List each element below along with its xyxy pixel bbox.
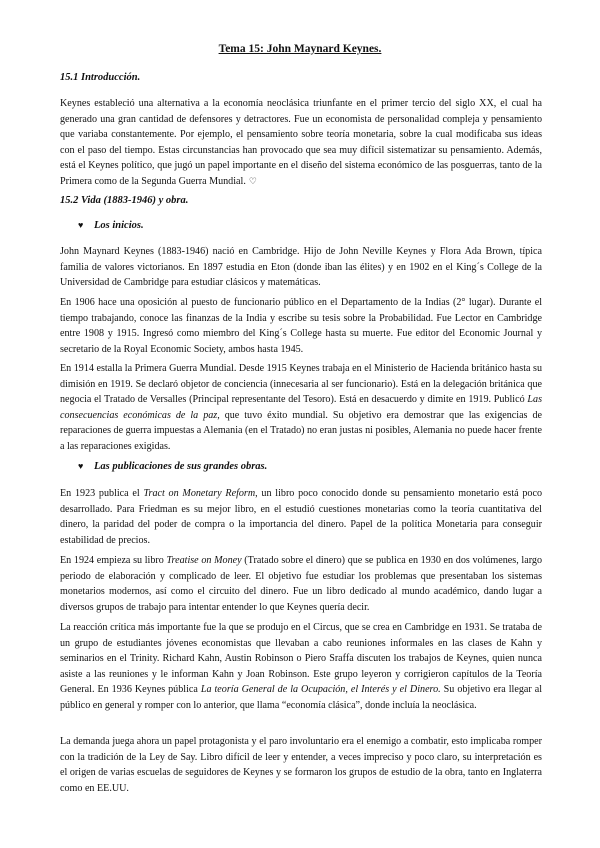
subsection-heading-inicios — [78, 220, 144, 231]
heart-outline-icon: ♡ — [248, 175, 257, 186]
intro-text: Keynes estableció una alternativa a la economía neoclásica triunfante en el primer tercio del siglo XX, el cual ha generado una gran cantidad de defensores y detractores. Fue un economista de personalidad compleja y pensamiento que variaba constantemente. Por ejemplo, el pensamiento sobre teoría monetaria, sobre la cual modificaba sus ideas con el paso del tiempo. Estas circunstancias han provocado que sea muy difícil sistematizar su pensamiento. Además, está el Keynes político, que jugó un papel importante en el diseño del sistema económico de las posguerras, tanto de la Primera como de la Segunda Guerra Mundial. — [60, 98, 542, 187]
intro-paragraph — [60, 96, 542, 190]
paragraph-publicaciones-3 — [60, 620, 542, 714]
heart-bullet-icon: ♥ — [78, 461, 84, 471]
paragraph-inicios-1: John Maynard Keynes (1883-1946) nació en Cambridge. Hijo de John Neville Keynes y Flora Ada Brown, típica familia de valores victorianos. En 1897 estudia en Eton (donde iban las élites) y en 1902 en el King´s College de la Universidad de Cambridge para estudiar clásicos y matemáticas. — [60, 246, 542, 289]
paragraph-text: (Tratado sobre el dinero) que se publica en 1930 en dos volúmenes, largo periodo de elaboración y complicado de leer. El objetivo fue estudiar los problemas que presentaban los sistemas monetarios modernos, así como el circuito del dinero. Fue un libro dedicado al mundo académico, dando lugar a diversos grupos de trabajo para intentar entender lo que Keynes quería decir. — [60, 555, 542, 613]
book-title: Treatise on Money — [166, 555, 242, 566]
subsection-heading-publicaciones — [78, 461, 267, 472]
paragraph-inicios-2: En 1906 hace una oposición al puesto de funcionario público en el Departamento de la Indias (2° lugar). Durante el tiempo trabajando, conoce las finanzas de la India y escribe su tesis sobre la Probabilidad. Fue Lector en Cambridge entre 1908 y 1915. Ingresó como miembro del King´s College hasta su muerte. Fue editor del Economic Journal y secretario de la Royal Economic Society, ambos hasta 1945. — [60, 297, 542, 355]
section-heading-introduccion: 15.1 Introducción. — [60, 72, 141, 83]
subsection-heading-text: Las publicaciones de sus grandes obras. — [94, 461, 268, 472]
paragraph-publicaciones-1 — [60, 486, 542, 548]
heart-bullet-icon: ♥ — [78, 220, 84, 230]
paragraph-publicaciones-2 — [60, 553, 542, 615]
book-title: La teoría General de la Ocupación, el Interés y el Dinero. — [200, 684, 441, 696]
subsection-heading-text: Los inicios. — [94, 220, 144, 231]
paragraph-inicios-3 — [60, 361, 542, 455]
book-title: Tract on Monetary Reform — [143, 488, 256, 499]
paragraph-text: En 1924 empieza su libro — [60, 555, 167, 566]
paragraph-text: , que tuvo éxito mundial. Su objetivo era demostrar que las exigencias de reparaciones de guerra impuestas a Alemania (en el Tratado) no eran justas ni posibles, Alemania no puede hacer frente a las reparaciones exigidas. — [60, 409, 542, 452]
paragraph-text: La reacción crítica más importante fue la que se produjo en el Circus, que se crea en Cambridge en 1931. Se trataba de un grupo de estudiantes jóvenes economistas que llevaban a cabo reuniones informales en las clases de Kahn y seminarios en el Trinity. Richard Kahn, Austin Robinson o Piero Sraffa discuten los trabajos de Keynes, quien nunca asiste a las reuniones y le informan Kahn y Joan Robinson. Este grupo leyeron y corrigieron capítulos de la Teoría General. En 1936 Keynes pública — [60, 622, 542, 696]
page-title: Tema 15: John Maynard Keynes. — [218, 43, 382, 55]
paragraph-text: En 1914 estalla la Primera Guerra Mundial. Desde 1915 Keynes trabaja en el Ministerio de Hacienda británico hasta su dimisión en 1919. Se declaró objetor de conciencia (innecesaria al ser funcionario). Está en la delegación británica que negocia el Tratado de Versalles (Principal representante del Tesoro). Está en desacuerdo y dimite en 1919. Publicó — [60, 363, 542, 406]
paragraph-publicaciones-4: La demanda juega ahora un papel protagonista y el paro involuntario era el enemigo a combatir, esto implicaba romper con la tradición de la Ley de Say. Libro difícil de leer y entender, a veces impreciso y poco claro, su interpretación es el origen de varias escuelas de seguidores de Keynes y se formaron los grupos de estudio de la obra, tanto en Inglaterra como en EE.UU. — [60, 736, 542, 794]
section-heading-vida: 15.2 Vida (1883-1946) y obra. — [60, 195, 189, 206]
paragraph-text: , un libro poco conocido donde su pensamiento monetario está poco desarrollado. Para Friedman es su mejor libro, en el estudió cuestiones monetarias como la teoría cuantitativa del dinero, la paridad del poder de compra o la importancia del dinero. Papel de la política Monetaria para conseguir estabilidad de precios. — [60, 488, 542, 546]
paragraph-text: Su objetivo era llegar al público en general y romper con lo anterior, que llama “economía clásica”, donde incluía la neoclásica. — [60, 684, 543, 711]
paragraph-text: En 1923 publica el — [60, 488, 144, 499]
book-title: Las consecuencias económicas de la paz — [60, 394, 542, 421]
